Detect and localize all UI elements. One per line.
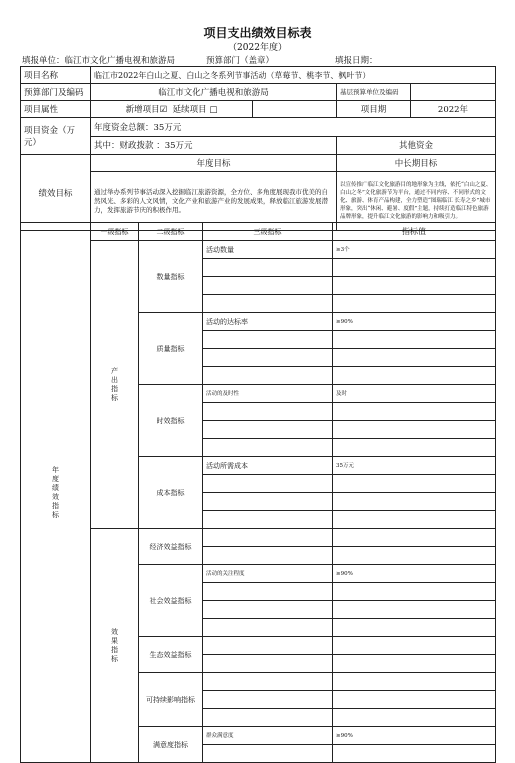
- project-attr-label: 项目属性: [21, 101, 91, 118]
- quantity-indicator: 数量指标: [139, 241, 203, 313]
- goals-label: 绩效目标: [21, 155, 91, 231]
- sustainability-indicator: 可持续影响指标: [139, 673, 203, 727]
- long-goal-header: 中长期目标: [337, 155, 496, 172]
- project-name-label: 项目名称: [21, 67, 91, 84]
- annual-indicators-label: 年度绩效指标: [21, 223, 91, 763]
- timeliness-indicator: 时效指标: [139, 385, 203, 457]
- period-value: 2022年: [411, 101, 496, 118]
- quality-item: 活动的达标率: [203, 313, 333, 331]
- social-indicator: 社会效益指标: [139, 565, 203, 637]
- page-title: 项目支出绩效目标表: [203, 26, 312, 40]
- budget-dept-stamp: 预算部门（盖章）: [206, 56, 275, 66]
- continued-project-checkbox: □: [209, 105, 218, 115]
- indicators-table: [20, 222, 496, 763]
- satisfaction-value: ≥90%: [333, 727, 496, 745]
- base-unit-label: 基层预算单位及编码: [337, 84, 411, 101]
- col-level1: 一级指标: [91, 223, 139, 241]
- timeliness-value: 及时: [333, 385, 496, 403]
- col-level3: 三级指标: [203, 223, 333, 241]
- social-item: 活动的关注程度: [203, 565, 333, 583]
- quality-value: ≥90%: [333, 313, 496, 331]
- social-value: ≥90%: [333, 565, 496, 583]
- economic-indicator: 经济效益指标: [139, 529, 203, 565]
- quantity-item: 活动数量: [203, 241, 333, 259]
- budget-dept-label: 预算部门及编码: [21, 84, 91, 101]
- project-name-value: 临江市2022年白山之夏、白山之冬系列节事活动（草莓节、桃李节、枫叶节）: [91, 67, 496, 84]
- year-label: （2022年度）: [228, 43, 287, 53]
- new-project-checkbox: ☑: [159, 105, 168, 115]
- annual-goal-text: 通过举办系列节事活动深入挖掘临江旅游资源，全方位、多角度展现我市优美的自然风光、多彩的人文风情，文化产业和旅游产业的发展成果，释放临江旅游发展潜力，发挥旅游节庆的积极作用。: [91, 172, 337, 231]
- filing-unit: 填报单位：临江市文化广播电视和旅游局: [22, 56, 176, 66]
- effect-indicators: 效果指标: [91, 529, 139, 763]
- long-goal-text: 以宣传推广临江文化旅游目的地形象为主线，依托“白山之夏、白山之冬”文化旅游节为平台，通过不同内容、不同形式的文化、旅游、体育产品构建，全力塑造“图瑞临江 长寿之乡”城市形象，突出“休闲、避暑、度假”主题，持续打造临江特色旅游品牌形象，提升临江文化旅游的影响力和吸引力。: [337, 172, 496, 231]
- new-project-label: 新增项目: [125, 105, 160, 115]
- output-indicators: 产出指标: [91, 241, 139, 529]
- quantity-value: ≥3个: [333, 241, 496, 259]
- project-attr-value: [91, 101, 253, 118]
- cost-value: 35万元: [333, 457, 496, 475]
- period-label: 项目期: [337, 101, 411, 118]
- blank-cell: [253, 101, 337, 118]
- satisfaction-item: 群众满意度: [203, 727, 333, 745]
- base-unit-value: [411, 84, 496, 101]
- fund-fiscal: 其中：财政拨款 ：35万元: [91, 136, 337, 155]
- fund-label: 项目资金（万元）: [21, 118, 91, 155]
- cost-item: 活动所需成本: [203, 457, 333, 475]
- continued-project-label: 延续项目: [172, 105, 207, 115]
- project-info-table: [20, 66, 496, 231]
- fund-other: 其他资金: [337, 136, 496, 155]
- budget-dept-value: 临江市文化广播电视和旅游局: [91, 84, 337, 101]
- annual-goal-header: 年度目标: [91, 155, 337, 172]
- satisfaction-indicator: 满意度指标: [139, 727, 203, 763]
- cost-indicator: 成本指标: [139, 457, 203, 529]
- filing-date: 填报日期：: [335, 56, 378, 66]
- fund-total: 年度资金总额：35万元: [91, 118, 496, 137]
- ecological-indicator: 生态效益指标: [139, 637, 203, 673]
- col-value: 指标值: [333, 223, 496, 241]
- quality-indicator: 质量指标: [139, 313, 203, 385]
- col-level2: 二级指标: [139, 223, 203, 241]
- timeliness-item: 活动的及时性: [203, 385, 333, 403]
